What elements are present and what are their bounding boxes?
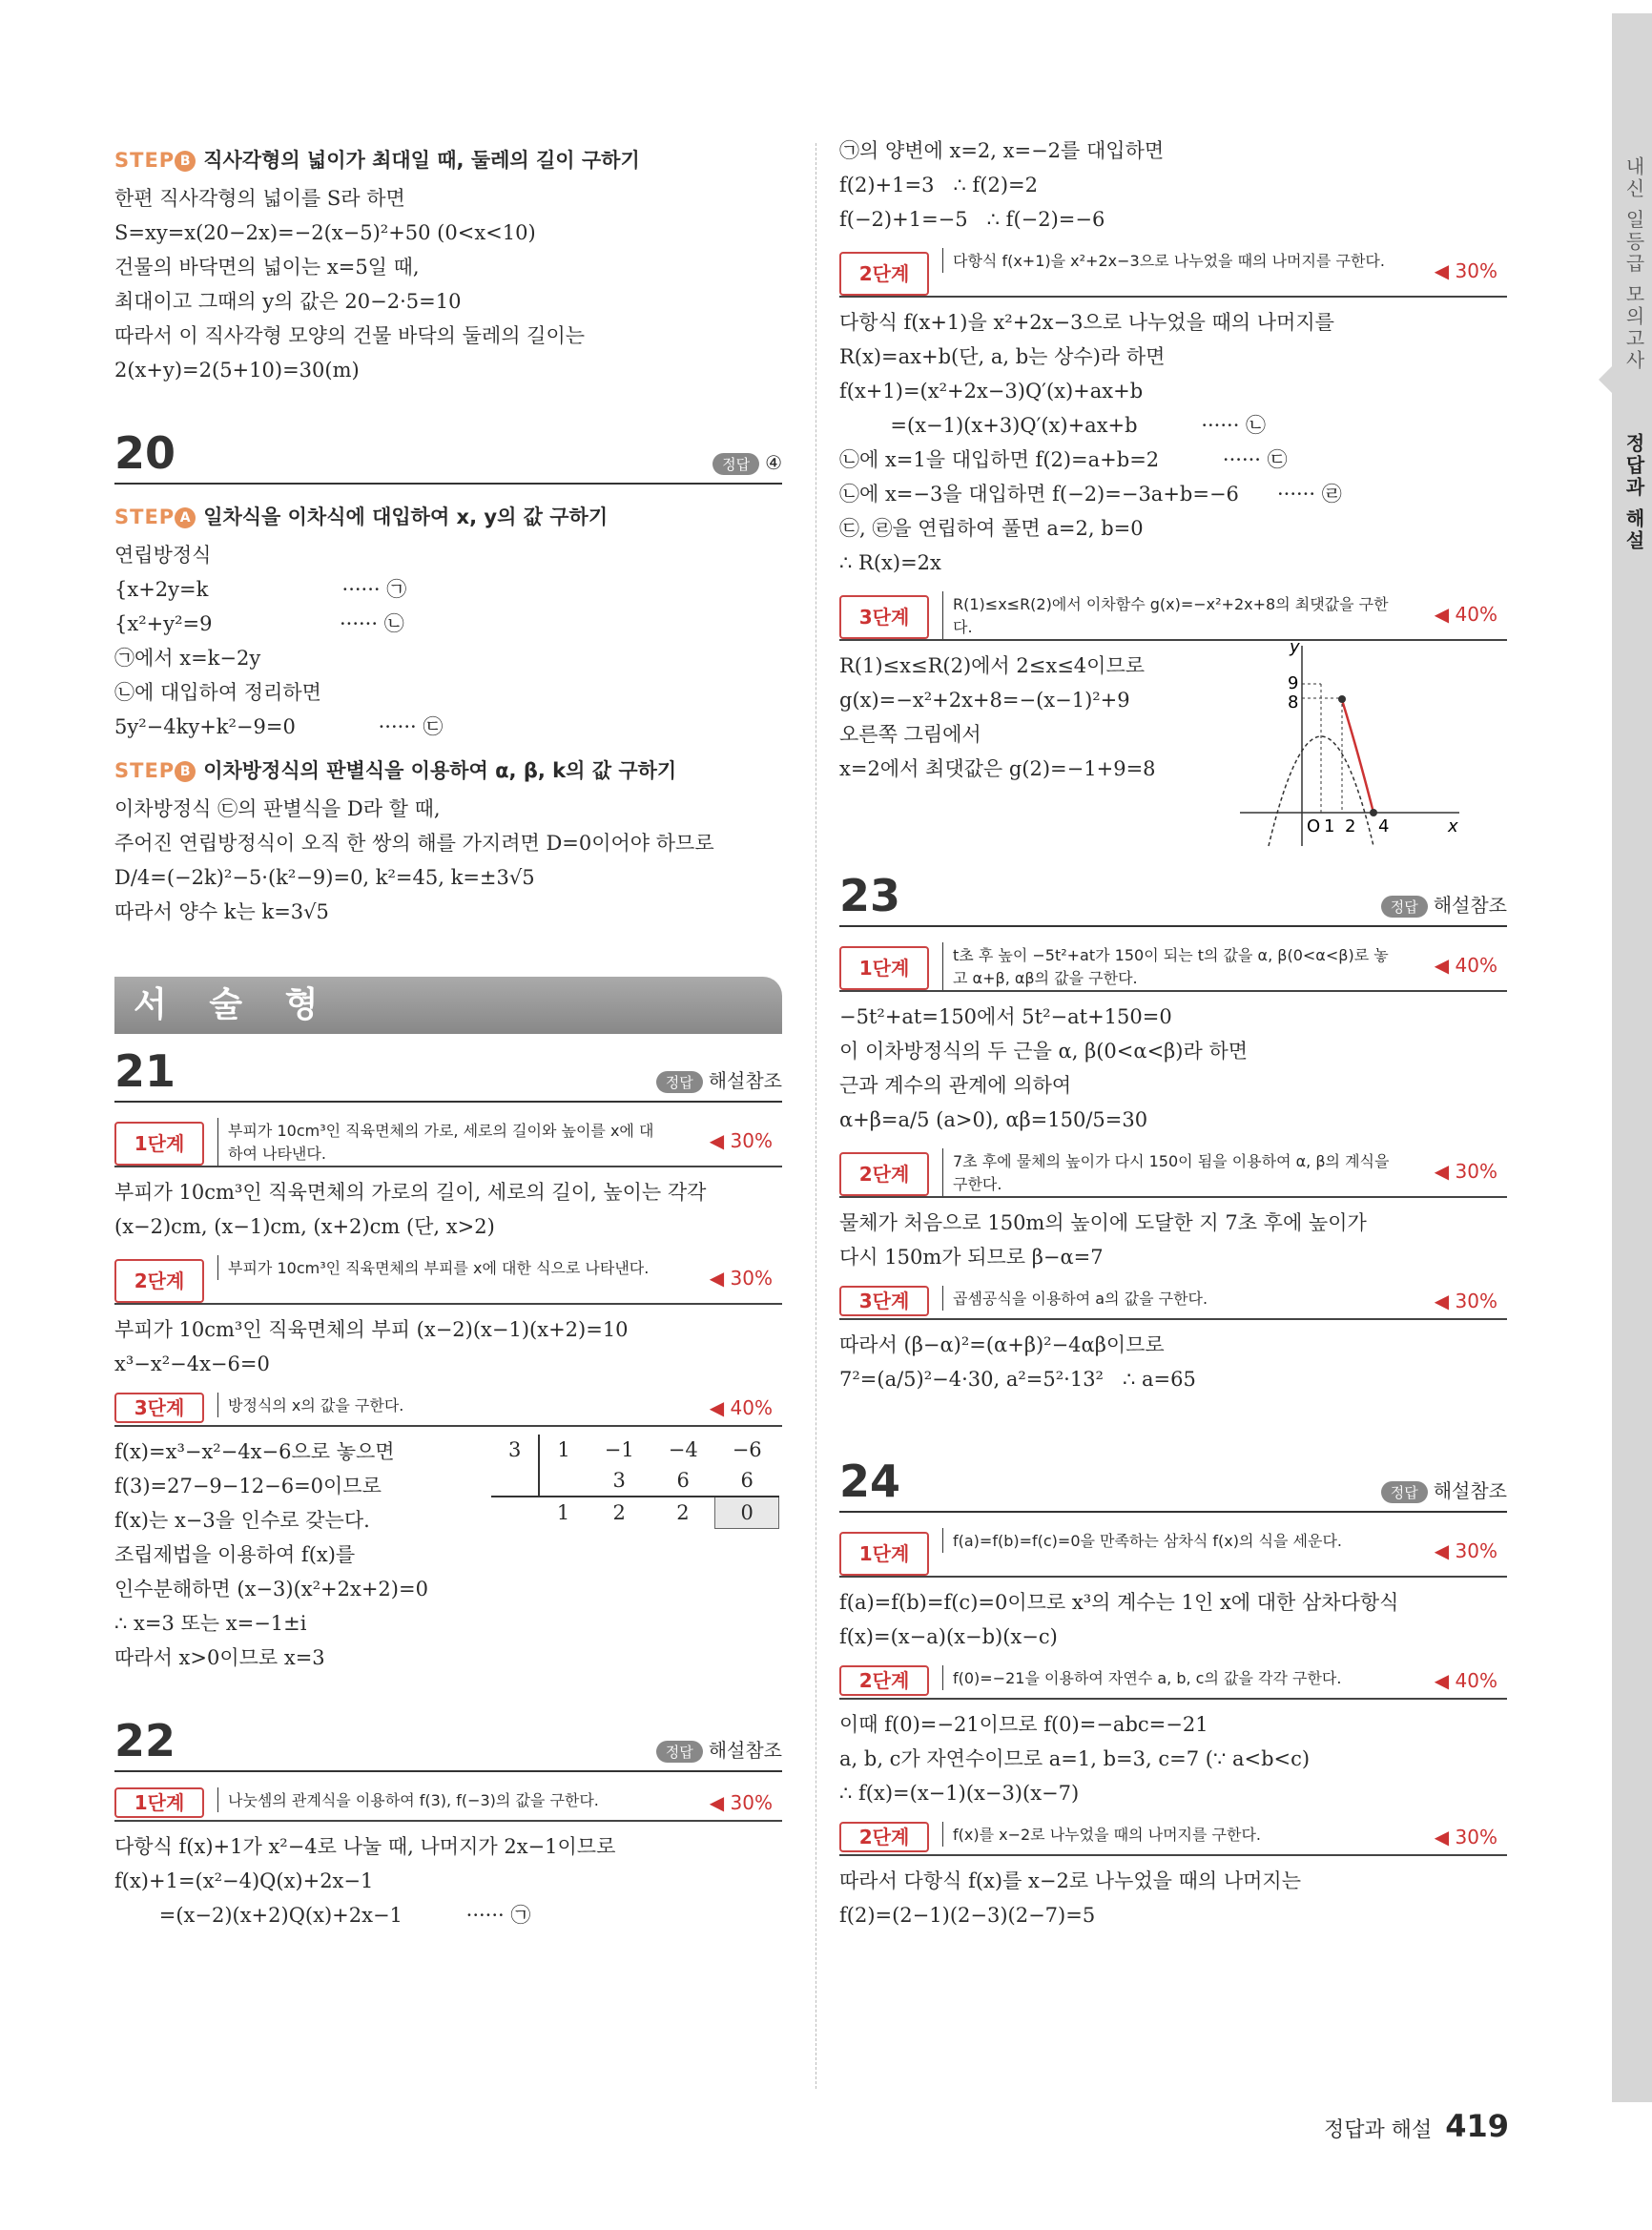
p19-solution xyxy=(114,181,782,387)
stage-box: 2단계 부피가 10cm³인 직육면체의 부피를 x에 대한 식으로 나타낸다. ◀ 30% xyxy=(114,1255,782,1305)
p24-lines-3 xyxy=(839,1864,1507,1932)
stage-box: 3단계 방정식의 x의 값을 구한다. ◀ 40% xyxy=(114,1393,782,1427)
p24-lines-2 xyxy=(839,1707,1507,1810)
solution-line: 한편 직사각형의 넓이를 S라 하면 xyxy=(114,187,405,210)
solution-line: 다시 150m가 되므로 β−α=7 xyxy=(839,1246,1104,1269)
solution-line: −5t²+at=150에서 5t²−at+150=0 xyxy=(839,1005,1172,1028)
stage-box: 1단계 나눗셈의 관계식을 이용하여 f(3), f(−3)의 값을 구한다. ◀ 30% xyxy=(114,1787,782,1822)
solution-line: ㉡에 대입하여 정리하면 xyxy=(114,681,321,704)
solution-line: f(a)=f(b)=f(c)=0이므로 x³의 계수는 1인 x에 대한 삼차다항식 xyxy=(839,1591,1399,1614)
solution-line: {x+2y=k ······ ㉠ xyxy=(114,578,407,601)
solution-line: ∴ x=3 또는 x=−1±i xyxy=(114,1612,307,1635)
solution-line: f(−2)+1=−5 ∴ f(−2)=−6 xyxy=(839,208,1105,231)
tick-label-x: 1 xyxy=(1324,816,1335,836)
problem-header-23 xyxy=(839,868,1507,927)
side-tab-title: 내신 일등급 모의고사 xyxy=(1622,156,1645,372)
solution-line: 부피가 10cm³인 직육면체의 부피 (x−2)(x−1)(x+2)=10 xyxy=(114,1318,629,1341)
stage-box: 3단계 곱셈공식을 이용하여 a의 값을 구한다. ◀ 30% xyxy=(839,1286,1507,1320)
solution-line: 이차방정식 ㉢의 판별식을 D라 할 때, xyxy=(114,797,441,820)
p21-lines-1 xyxy=(114,1175,782,1244)
solution-line: α+β=a/5 (a>0), αβ=150/5=30 xyxy=(839,1108,1148,1131)
solution-line: 5y²−4ky+k²−9=0 ······ ㉢ xyxy=(114,715,444,738)
solution-line: 조립제법을 이용하여 f(x)를 xyxy=(114,1543,356,1566)
tick-label-y: 8 xyxy=(1288,692,1299,712)
tick-label-x: 4 xyxy=(1378,816,1390,836)
problem-number: 24 xyxy=(839,1456,901,1507)
solution-line: 연립방정식 xyxy=(114,544,212,567)
solution-line: 건물의 바닥면의 넓이는 x=5일 때, xyxy=(114,256,420,279)
solution-line: f(x)+1=(x²−4)Q(x)+2x−1 xyxy=(114,1869,374,1892)
solution-line: 이때 f(0)=−21이므로 f(0)=−abc=−21 xyxy=(839,1713,1208,1736)
solution-line: 2(x+y)=2(5+10)=30(m) xyxy=(114,359,360,382)
solution-line: f(2)=(2−1)(2−3)(2−7)=5 xyxy=(839,1904,1096,1927)
p22-step3-block xyxy=(839,641,1507,849)
solution-line: (x−2)cm, (x−1)cm, (x+2)cm (단, x>2) xyxy=(114,1215,495,1238)
stage-box: 2단계 f(0)=−21을 이용하여 자연수 a, b, c의 값을 각각 구한다. ◀ 40% xyxy=(839,1665,1507,1700)
solution-line: ㉢, ㉣을 연립하여 풀면 a=2, b=0 xyxy=(839,517,1144,540)
problem-header-22 xyxy=(114,1713,782,1772)
tick-label-y: 9 xyxy=(1288,673,1299,693)
solution-line: x³−x²−4x−6=0 xyxy=(114,1352,270,1375)
solution-line: g(x)=−x²+2x+8=−(x−1)²+9 xyxy=(839,689,1130,712)
solution-line: {x²+y²=9 ······ ㉡ xyxy=(114,612,404,635)
problem-header-21 xyxy=(114,1043,782,1103)
stage-box: 2단계 7초 후에 물체의 높이가 다시 150이 됨을 이용하여 α, β의 계식을 구한다. ◀ 30% xyxy=(839,1148,1507,1198)
page-number: 419 xyxy=(1445,2108,1509,2144)
solution-line: a, b, c가 자연수이므로 a=1, b=3, c=7 (∵ a<b<c) xyxy=(839,1747,1311,1770)
p22-lines-2 xyxy=(839,305,1507,580)
synthetic-division: 3 1 −1 −4 −6 3 6 6 1 2 2 0 xyxy=(491,1435,779,1529)
solution-line: 인수분해하면 (x−3)(x²+2x+2)=0 xyxy=(114,1578,428,1600)
section-title: 서 술 형 xyxy=(114,977,782,1034)
y-label: y xyxy=(1290,641,1300,657)
problem-number: 20 xyxy=(114,427,176,479)
solution-line: R(1)≤x≤R(2)에서 2≤x≤4이므로 xyxy=(839,654,1146,677)
p23-lines-2 xyxy=(839,1206,1507,1274)
solution-line: =(x−1)(x+3)Q′(x)+ax+b ······ ㉡ xyxy=(839,414,1267,437)
stage-box: 2단계 다항식 f(x+1)을 x²+2x−3으로 나누었을 때의 나머지를 구한다. ◀ 30% xyxy=(839,248,1507,298)
solution-line: 근과 계수의 관계에 의하여 xyxy=(839,1074,1072,1097)
solution-line: 다항식 f(x)+1가 x²−4로 나눌 때, 나머지가 2x−1이므로 xyxy=(114,1835,616,1858)
problem-number: 23 xyxy=(839,870,901,921)
solution-line: ∴ f(x)=(x−1)(x−3)(x−7) xyxy=(839,1782,1080,1805)
tick-label-x: 2 xyxy=(1345,816,1356,836)
origin-label: O xyxy=(1307,816,1321,836)
problem-header-20 xyxy=(114,425,782,485)
solution-line: 오른쪽 그림에서 xyxy=(839,723,981,746)
stage-box: 1단계 t초 후 높이 −5t²+at가 150이 되는 t의 값을 α, β(0<α<β)로 놓고 α+β, αβ의 값을 구한다. ◀ 40% xyxy=(839,942,1507,992)
answer: 정답 해설참조 xyxy=(1381,890,1507,918)
x-label: x xyxy=(1448,816,1458,836)
answer: 정답 해설참조 xyxy=(656,1735,782,1763)
p21-step3-block xyxy=(114,1435,782,1675)
solution-line: 물체가 처음으로 150m의 높이에 도달한 지 7초 후에 높이가 xyxy=(839,1211,1367,1234)
solution-line: ㉡에 x=−3을 대입하면 f(−2)=−3a+b=−6 ······ ㉣ xyxy=(839,483,1342,506)
solution-line: ㉠의 양변에 x=2, x=−2를 대입하면 xyxy=(839,139,1165,162)
solution-line: 따라서 (β−α)²=(α+β)²−4αβ이므로 xyxy=(839,1333,1165,1356)
solution-line: ∴ R(x)=2x xyxy=(839,551,941,574)
step-heading: STEP B 이차방정식의 판별식을 이용하여 α, β, k의 값 구하기 xyxy=(114,759,677,782)
solution-line: f(3)=27−9−12−6=0이므로 xyxy=(114,1475,382,1497)
p23-lines-3 xyxy=(839,1328,1507,1396)
p22-continued xyxy=(839,134,1507,237)
solution-line: D/4=(−2k)²−5·(k²−9)=0, k²=45, k=±3√5 xyxy=(114,866,535,889)
solution-line: 따라서 x>0이므로 x=3 xyxy=(114,1646,325,1669)
side-tab-section: 정답과 해설 xyxy=(1622,433,1645,552)
right-column xyxy=(839,134,1507,1932)
solution-line: R(x)=ax+b(단, a, b는 상수)라 하면 xyxy=(839,345,1166,368)
footer-label: 정답과 해설 xyxy=(1323,2118,1433,2142)
left-column xyxy=(114,134,782,1932)
solution-line: 따라서 이 직사각형 모양의 건물 바닥의 둘레의 길이는 xyxy=(114,324,586,347)
stage-box: 2단계 f(x)를 x−2로 나누었을 때의 나머지를 구한다. ◀ 30% xyxy=(839,1822,1507,1856)
problem-number: 21 xyxy=(114,1045,176,1097)
p23-lines-1 xyxy=(839,1000,1507,1137)
stage-box: 1단계 부피가 10cm³인 직육면체의 가로, 세로의 길이와 높이를 x에 대하여 나타낸다. ◀ 30% xyxy=(114,1118,782,1167)
solution-line: 주어진 연립방정식이 오직 한 쌍의 해를 가지려면 D=0이어야 하므로 xyxy=(114,832,714,855)
solution-line: f(x)는 x−3을 인수로 갖는다. xyxy=(114,1509,370,1532)
solution-line: 따라서 양수 k는 k=3√5 xyxy=(114,900,329,923)
side-tab-marker xyxy=(1599,362,1616,397)
solution-line: x=2에서 최댓값은 g(2)=−1+9=8 xyxy=(839,757,1156,780)
p21-lines-2 xyxy=(114,1312,782,1381)
point-2-8 xyxy=(1338,695,1346,703)
p24-lines-1 xyxy=(839,1585,1507,1654)
solution-line: f(2)+1=3 ∴ f(2)=2 xyxy=(839,174,1038,196)
solution-line: S=xy=x(20−2x)=−2(x−5)²+50 (0<x<10) xyxy=(114,221,536,244)
stage-box: 3단계 R(1)≤x≤R(2)에서 이차함수 g(x)=−x²+2x+8의 최댓값을 구한다. ◀ 40% xyxy=(839,591,1507,641)
p20-solution-b xyxy=(114,792,782,929)
solution-line: ㉡에 x=1을 대입하면 f(2)=a+b=2 ······ ㉢ xyxy=(839,448,1288,471)
solution-line: 따라서 다항식 f(x)를 x−2로 나누었을 때의 나머지는 xyxy=(839,1869,1301,1892)
answer: 정답 해설참조 xyxy=(1381,1476,1507,1503)
solution-line: f(x+1)=(x²+2x−3)Q′(x)+ax+b xyxy=(839,380,1144,403)
step-heading: STEP A 일차식을 이차식에 대입하여 x, y의 값 구하기 xyxy=(114,506,609,528)
p22-lines-1 xyxy=(114,1829,782,1932)
page-footer xyxy=(1324,2108,1509,2144)
stage-box: 1단계 f(a)=f(b)=f(c)=0을 만족하는 삼차식 f(x)의 식을 세운다. ◀ 30% xyxy=(839,1528,1507,1578)
solution-line: 다항식 f(x+1)을 x²+2x−3으로 나누었을 때의 나머지를 xyxy=(839,311,1334,334)
solution-line: 이 이차방정식의 두 근을 α, β(0<α<β)라 하면 xyxy=(839,1040,1249,1063)
solution-line: =(x−2)(x+2)Q(x)+2x−1 ······ ㉠ xyxy=(114,1904,531,1927)
parabola-graph xyxy=(1230,641,1478,851)
point-4-0 xyxy=(1370,809,1377,816)
step-heading: STEP B 직사각형의 넓이가 최대일 때, 둘레의 길이 구하기 xyxy=(114,149,640,172)
solution-line: f(x)=x³−x²−4x−6으로 놓으면 xyxy=(114,1440,395,1463)
answer: 정답 해설참조 xyxy=(656,1065,782,1093)
solution-line: f(x)=(x−a)(x−b)(x−c) xyxy=(839,1625,1058,1648)
parabola-segment xyxy=(1342,700,1373,813)
side-tab xyxy=(1612,13,1652,2102)
solution-line: 7²=(a/5)²−4·30, a²=5²·13² ∴ a=65 xyxy=(839,1368,1196,1391)
solution-line: 최대이고 그때의 y의 값은 20−2·5=10 xyxy=(114,290,462,313)
solution-line: 부피가 10cm³인 직육면체의 가로의 길이, 세로의 길이, 높이는 각각 xyxy=(114,1181,707,1204)
answer: 정답 ④ xyxy=(712,451,782,475)
p20-solution-a xyxy=(114,538,782,744)
problem-header-24 xyxy=(839,1454,1507,1513)
solution-line: ㉠에서 x=k−2y xyxy=(114,647,261,670)
problem-number: 22 xyxy=(114,1715,176,1766)
